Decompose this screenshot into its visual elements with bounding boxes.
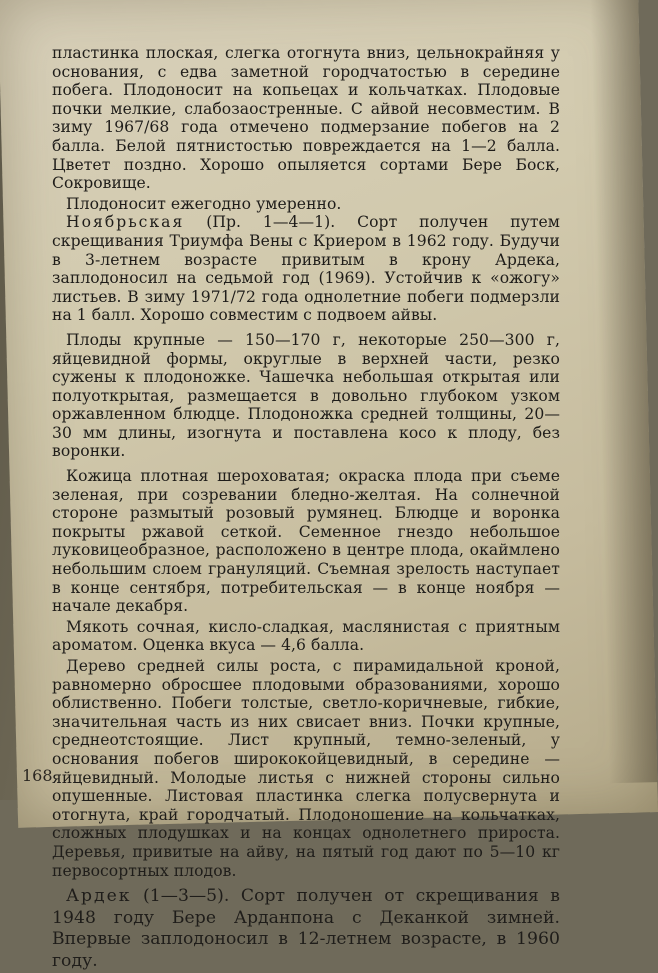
paragraph-fruiting-note: Плодоносит ежегодно умеренно.: [66, 194, 342, 213]
paragraph-tree: Дерево средней силы роста, с пирамидальной кроной, равномерно обросшее плодовыми образованиями, хорошо облиственно. Побеги толстые, светло-коричневые, гибкие, значительная часть из них свисает вниз. Почки крупные, среднеотстоящие. Лист крупный, темно-зеленый, у основания побегов ширококойцевидный, в середине — яйцевидный. Молодые листья с нижней стороны сильно опушенные. Листовая пластинка слегка полусвернута и отогнута, край городчатый. Плодоношение на кольчатках, сложных плодушках и на концах однолетнего прироста. Деревья, привитые на айву, на пятый год дают по 5—10 кг первосортных плодов.: [52, 657, 560, 880]
variety-name-ardek: Ардек: [66, 886, 132, 907]
paragraph-variety-ardek: [52, 886, 560, 972]
variety-noyabrskaya-text: (Пр. 1—4—1). Сорт получен путем скрещивания Триумфа Вены с Криером в 1962 году. Будучи в 3-летнем возрасте привитым в крону Ардека, заплодоносил на седьмой год (1969). Устойчив к «ожогу» листьев. В зиму 1971/72 года однолетние побеги подмерзли на 1 балл. Хорошо совместим с подвоем айвы.: [52, 213, 560, 325]
paragraph-flesh: Мякоть сочная, кисло-сладкая, маслянистая с приятным ароматом. Оценка вкуса — 4,6 балла.: [52, 617, 560, 655]
variety-name-noyabrskaya: Ноябрьская: [66, 213, 185, 232]
page-number: 168: [22, 766, 53, 785]
paragraph-fruits: Плоды крупные — 150—170 г, некоторые 250—300 г, яйцевидной формы, округлые в верхней части, резко сужены к плодоножке. Чашечка небольшая открытая или полуоткрытая, размещается в довольно глубоком узком оржавленном блюдце. Плодоножка средней толщины, 20—30 мм длины, изогнута и поставлена косо к плоду, без воронки.: [52, 330, 560, 461]
page-shadow-edge: [590, 0, 658, 783]
variety-ardek-text: (1—3—5). Сорт получен от скрещивания в 1948 году Бере Арданпона с Деканкой зимней. Впервые заплодоносил в 12-летнем возрасте, в 1960 году.: [52, 886, 560, 971]
page-text: [52, 44, 560, 973]
paragraph-skin: Кожица плотная шероховатая; окраска плода при съеме зеленая, при созревании бледно-желтая. На солнечной стороне размытый розовый румянец. Блюдце и воронка покрыты ржавой сеткой. Семенное гнездо небольшое луковицеобразное, расположено в центре плода, окаймлено небольшим слоем грануляций. Съемная зрелость наступает в конце сентября, потребительская — в конце ноября — начале декабря.: [52, 467, 560, 616]
paragraph-leaf-description: пластинка плоская, слегка отогнута вниз, цельнокрайняя у основания, с едва заметной городчатостью в середине побега. Плодоносит на копьецах и кольчатках. Плодовые почки мелкие, слабозаостренные. С айвой несовместим. В зиму 1967/68 года отмечено подмерзание побегов на 2 балла. Белой пятнистостью повреждается на 1—2 балла. Цветет поздно. Хорошо опыляется сортами Бере Боск, Сокровище.: [52, 44, 560, 193]
paragraph-variety-noyabrskaya: [52, 213, 560, 325]
